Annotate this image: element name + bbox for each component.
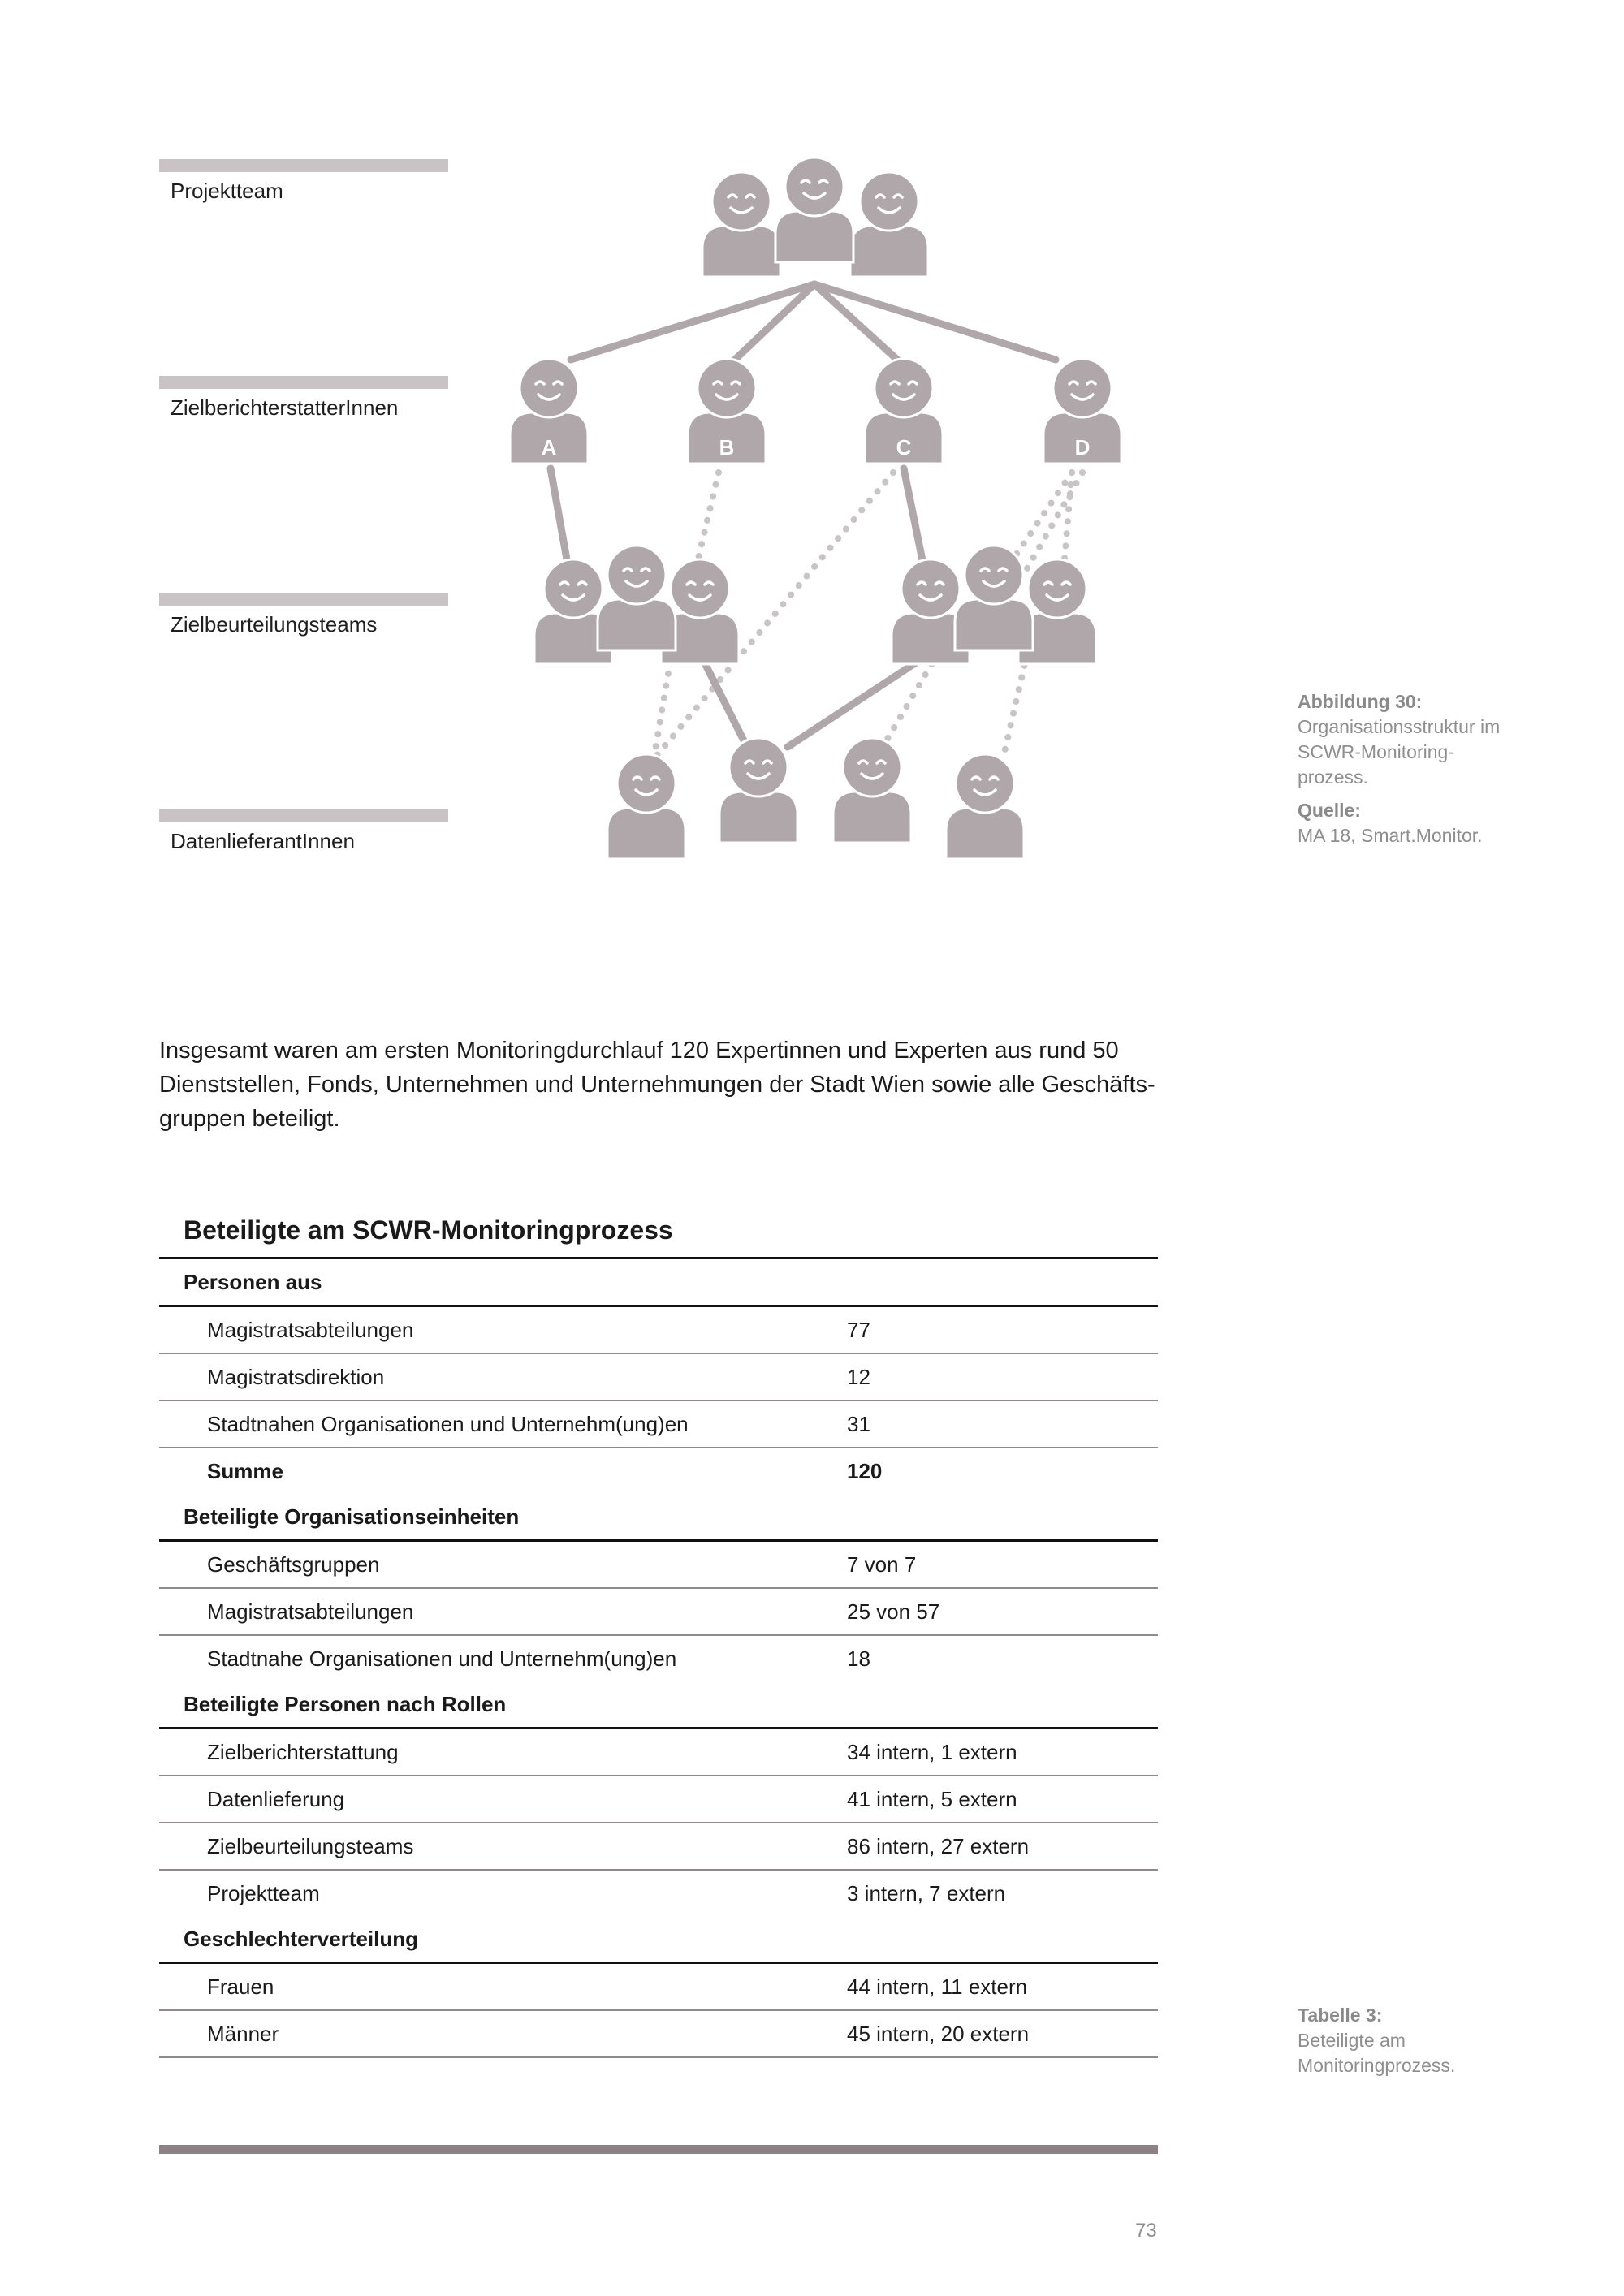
connector-b-to-team-left — [696, 473, 719, 568]
table-cell-label: Stadtnahe Organisationen und Unternehm(ung)en — [207, 1646, 677, 1671]
diagram-connectors — [551, 284, 1082, 759]
connector-d-to-team-right-3 — [1064, 473, 1072, 568]
table-cell-label: Geschäftsgruppen — [207, 1552, 380, 1577]
table-cell-label: Stadtnahen Organisationen und Unternehm(ung)en — [207, 1411, 689, 1436]
participants-table — [159, 1212, 1158, 2058]
table-row — [159, 1589, 1158, 1636]
figure-caption-title: Abbildung 30: — [1298, 691, 1423, 712]
table-cell-label: Zielberichterstattung — [207, 1739, 399, 1764]
figure-caption — [1298, 689, 1501, 848]
person-reporter-a — [510, 359, 588, 464]
table-section-heading-text: Beteiligte Personen nach Rollen — [184, 1691, 507, 1716]
table-row — [159, 1354, 1158, 1401]
person-reporter-c — [865, 359, 943, 464]
figure-caption-source-label: Quelle: — [1298, 800, 1361, 821]
person-reporter-d — [1043, 359, 1121, 464]
table-cell-value: 12 — [847, 1364, 870, 1389]
table-section-heading-text: Geschlechterverteilung — [184, 1926, 418, 1951]
person-team-right-2 — [955, 546, 1033, 650]
table-row — [159, 1871, 1158, 1916]
table-caption-text: Beteiligte am Monitoringprozess. — [1298, 2030, 1456, 2076]
table-cell-value: 25 von 57 — [847, 1599, 940, 1624]
table-row — [159, 1542, 1158, 1589]
table-row — [159, 1636, 1158, 1681]
table-cell-value: 45 intern, 20 extern — [847, 2021, 1030, 2046]
person-projektteam-center — [775, 158, 853, 262]
table-cell-value: 77 — [847, 1317, 870, 1342]
table-cell-label: Magistratsabteilungen — [207, 1317, 414, 1342]
diagram-people — [510, 158, 1121, 859]
table-cell-value: 44 intern, 11 extern — [847, 1974, 1028, 1999]
reporter-letter: C — [896, 435, 912, 460]
level-label-projektteam: Projektteam — [171, 179, 283, 203]
level-label-zielbeurteilungsteams: Zielbeurteilungsteams — [171, 612, 378, 637]
table-cell-value: 34 intern, 1 extern — [847, 1739, 1017, 1764]
table-cell-value: 3 intern, 7 extern — [847, 1880, 1006, 1905]
table-row — [159, 1823, 1158, 1871]
person-projektteam-left — [702, 172, 780, 277]
table-cell-label: Frauen — [207, 1974, 274, 1999]
table-cell-label: Magistratsabteilungen — [207, 1599, 414, 1624]
reporter-letter: D — [1074, 435, 1091, 460]
table-caption — [1298, 2003, 1460, 2078]
table-cell-value: 31 — [847, 1411, 870, 1436]
table-section-heading — [159, 1681, 1158, 1729]
person-projektteam-right — [850, 172, 928, 277]
table-section-heading-text: Beteiligte Organisationseinheiten — [184, 1504, 520, 1529]
table-cell-value: 41 intern, 5 extern — [847, 1786, 1017, 1811]
end-rule — [159, 2145, 1158, 2154]
table-cell-label: Magistratsdirektion — [207, 1364, 385, 1389]
table-row — [159, 1307, 1158, 1354]
table-title: Beteiligte am SCWR-Monitoringprozess — [159, 1212, 1158, 1259]
person-supplier-2 — [719, 738, 797, 843]
table-caption-title: Tabelle 3: — [1298, 2005, 1383, 2026]
person-supplier-3 — [833, 738, 911, 843]
person-supplier-4 — [946, 754, 1024, 859]
figure-caption-source: MA 18, Smart.Monitor. — [1298, 825, 1483, 846]
table-cell-label: Zielbeurteilungsteams — [207, 1833, 414, 1858]
connector-c-to-team-right — [904, 468, 924, 568]
person-reporter-b — [688, 359, 766, 464]
table-row — [159, 1964, 1158, 2011]
table-cell-label: Projektteam — [207, 1880, 320, 1905]
table-row — [159, 1448, 1158, 1494]
table-section-heading — [159, 1916, 1158, 1964]
table-body — [159, 1259, 1158, 2058]
connector-a-to-team-left — [551, 468, 568, 568]
body-paragraph: Insgesamt waren am ersten Monitoringdurchlauf 120 Expertinnen und Experten aus rund 50 Dienststellen, Fonds, Unternehmen und Unternehmungen der Stadt Wien sowie alle Geschäfts-gruppen beteiligt. — [159, 1038, 1155, 1132]
table-section-heading-text: Personen aus — [184, 1269, 322, 1294]
table-row — [159, 1729, 1158, 1776]
connector-d-to-team-right-2 — [1027, 473, 1082, 568]
table-cell-label: Datenlieferung — [207, 1786, 345, 1811]
level-label-datenlieferanten: DatenlieferantInnen — [171, 829, 355, 853]
reporter-letter: A — [541, 435, 557, 460]
connector-d-to-team-right-1 — [1007, 473, 1072, 568]
reporter-letter: B — [719, 435, 735, 460]
figure-caption-text: Organisationsstruktur im SCWR-Monitoring-prozess. — [1298, 716, 1501, 788]
page-number: 73 — [1135, 2220, 1157, 2242]
table-row — [159, 1401, 1158, 1448]
table-cell-label: Summe — [207, 1458, 283, 1483]
table-cell-value: 18 — [847, 1646, 870, 1671]
table-row — [159, 1776, 1158, 1823]
table-cell-value: 7 von 7 — [847, 1552, 917, 1577]
connector-team-left-to-supplier-1a — [654, 650, 672, 759]
table-cell-label: Männer — [207, 2021, 279, 2046]
person-team-left-2 — [598, 546, 676, 650]
connector-team-right-to-supplier-2 — [788, 654, 930, 747]
table-cell-value: 120 — [847, 1458, 883, 1483]
table-section-heading — [159, 1494, 1158, 1542]
table-row — [159, 2011, 1158, 2058]
level-label-zielberichterstatter: ZielberichterstatterInnen — [171, 395, 399, 420]
connector-team-right-to-supplier-4 — [1003, 654, 1027, 759]
table-section-heading — [159, 1259, 1158, 1307]
table-cell-value: 86 intern, 27 extern — [847, 1833, 1030, 1858]
person-supplier-1 — [607, 754, 685, 859]
